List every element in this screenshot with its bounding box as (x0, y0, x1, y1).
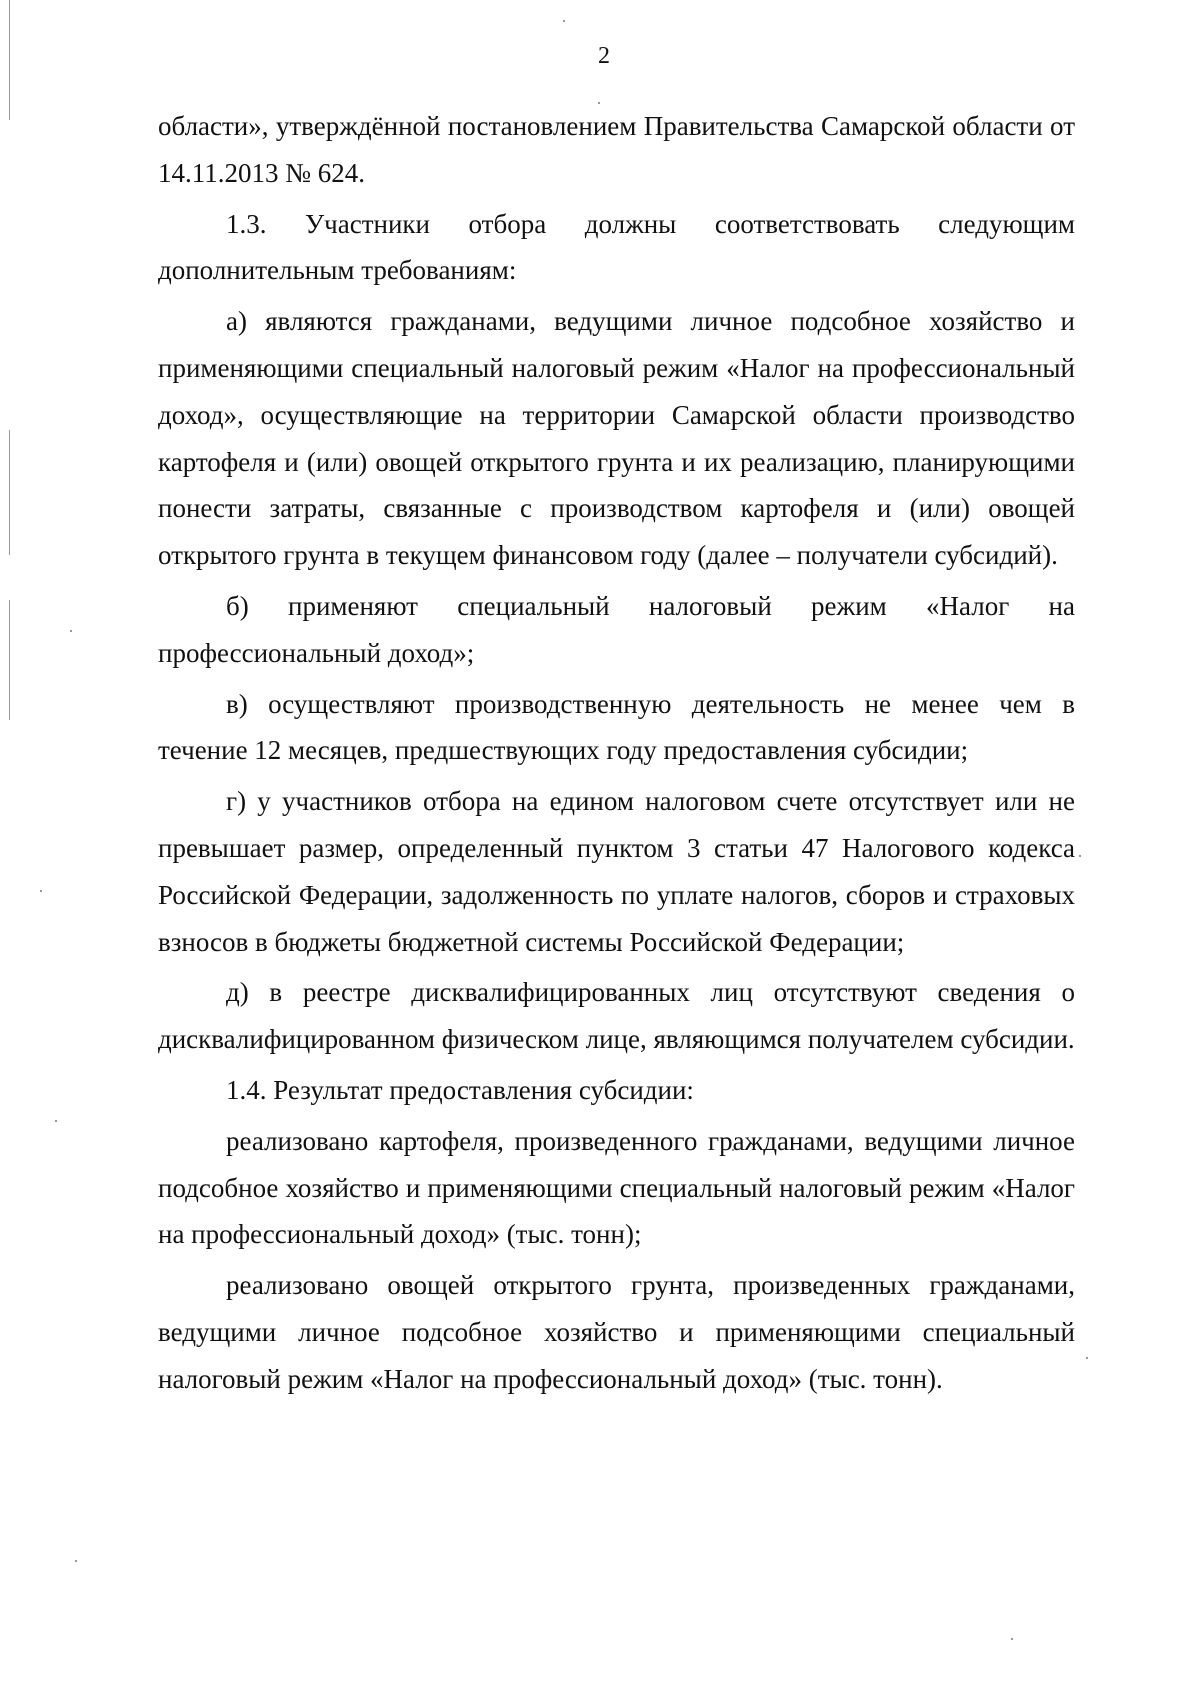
scan-speck (1086, 1357, 1088, 1359)
paragraph: б) применяют специальный налоговый режим «Налог на профессиональный доход»; (158, 590, 1075, 668)
paragraph: области», утверждённой постановлением Правительства Самарской области от 14.11.2013 № 624. (158, 111, 1075, 188)
scan-speck (1011, 1638, 1013, 1640)
page-number: 2 (598, 43, 610, 69)
scan-margin-line (9, 430, 10, 555)
scan-speck (70, 630, 72, 632)
paragraph: реализовано картофеля, произведенного гражданами, ведущими личное подсобное хозяйство и применяющими специальный налоговый режим «Налог на профессиональный доход» (тыс. тонн); (158, 1125, 1075, 1250)
scan-margin-line (9, 600, 10, 720)
paragraph: 1.4. Результат предоставления субсидии: (226, 1074, 694, 1105)
paragraph: в) осуществляют производственную деятельность не менее чем в течение 12 месяцев, предшествующих году предоставления субсидии; (158, 688, 1075, 766)
paragraph: а) являются гражданами, ведущими личное подсобное хозяйство и применяющими специальный налоговый режим «Налог на профессиональный доход», осуществляющие на территории Самарской области производство картофеля и (или) овощей открытого грунта и их реализацию, планирующими понести затраты, связанные с производством картофеля и (или) овощей открытого грунта в текущем финансовом году (далее – получатели субсидий). (158, 306, 1075, 571)
scan-speck (563, 20, 565, 22)
scan-margin-line (9, 0, 10, 120)
scan-speck (1079, 855, 1081, 857)
scan-speck (75, 1560, 77, 1562)
document-body (158, 103, 1075, 1403)
paragraph: г) у участников отбора на едином налоговом счете отсутствует или не превышает размер, определенный пунктом 3 статьи 47 Налогового кодекса Российской Федерации, задолженность по уплате налогов, сборов и страховых взносов в бюджеты бюджетной системы Российской Федерации; (158, 786, 1075, 957)
scan-speck (55, 1120, 57, 1122)
paragraph: 1.3. Участники отбора должны соответствовать следующим дополнительным требованиям: (158, 208, 1075, 286)
paragraph: д) в реестре дисквалифицированных лиц отсутствуют сведения о дисквалифицированном физическом лице, являющимся получателем субсидии. (158, 977, 1075, 1055)
paragraph: реализовано овощей открытого грунта, произведенных гражданами, ведущими личное подсобное хозяйство и применяющими специальный налоговый режим «Налог на профессиональный доход» (тыс. тонн). (158, 1270, 1075, 1394)
scan-speck (40, 890, 42, 892)
